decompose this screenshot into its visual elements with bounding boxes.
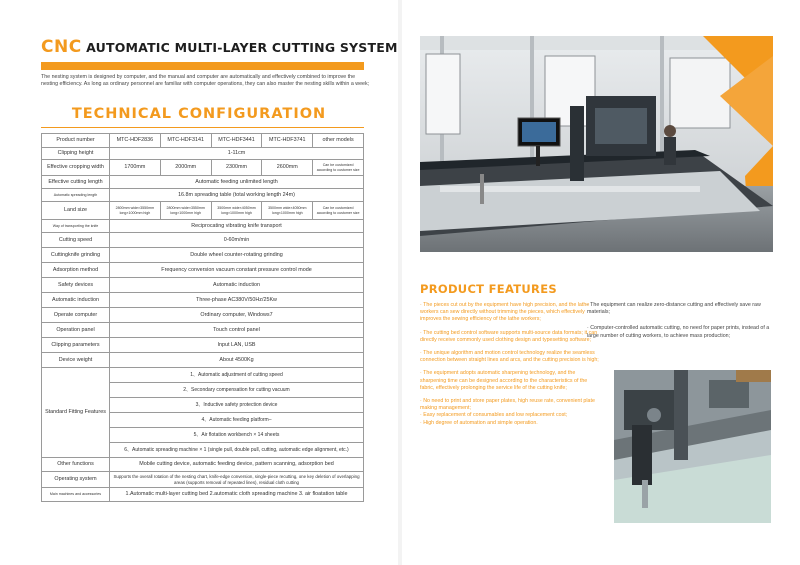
fitting-item: 6、Automatic spreading machine × 1 (single pull, double pull, cutting, automatic edge alignment, etc.)	[110, 443, 364, 458]
features-right-column	[587, 302, 772, 349]
table-cell: 2800mm wide×3550mm long×1000mm high	[160, 202, 211, 220]
section-divider	[41, 127, 364, 128]
title-prefix: CNC	[41, 37, 82, 57]
feature-item: · The pieces cut out by the equipment have high precision, and the lathe workers can sew directly without trimming the pieces, which effectively improves the sewing efficiency of the lathe workers;	[420, 302, 590, 323]
table-row	[42, 488, 364, 502]
table-cell: 1700mm	[110, 160, 161, 176]
table-cell: Ordinary computer, Windows7	[110, 308, 364, 323]
table-row	[42, 278, 364, 293]
section-title-product-features: PRODUCT FEATURES	[420, 282, 557, 296]
feature-item: · No need to print and store paper plates, high reuse rate, convenient plate making management; · Easy replacement of consumables and low replacement cost; · High degree of automation and simple operation.	[420, 398, 595, 426]
table-cell: 2800mm wide×3550mm long×1000mm high	[110, 202, 161, 220]
table-row	[42, 220, 364, 233]
table-cell: 2300mm	[211, 160, 262, 176]
right-page	[402, 0, 800, 565]
table-cell: 3500mm wide×4050mm long×1000mm high	[211, 202, 262, 220]
table-cell: Automatic feeding unlimited length	[110, 176, 364, 189]
row-label: Safety devices	[42, 278, 110, 293]
fitting-item: 5、Air flotation workbench × 14 sheets	[110, 428, 364, 443]
table-cell: 1-11cm	[110, 148, 364, 160]
table-row	[42, 338, 364, 353]
row-label: Standard Fitting Features	[42, 368, 110, 458]
table-cell: Mobile cutting device, automatic feeding device, pattern scanning, adsorption bed	[110, 458, 364, 472]
row-label: Effective cutting length	[42, 176, 110, 189]
intro-paragraph: The nesting system is designed by computer, and the manual and computer are automatically and effectively combined to improve the nesting efficiency. As long as ordinary personnel are familiar with computer operations, they can also master the nesting skills within a week;	[41, 74, 370, 88]
row-label: Cuttingknife grinding	[42, 248, 110, 263]
row-label: Adsorption method	[42, 263, 110, 278]
table-row	[42, 202, 364, 220]
features-left-column	[420, 302, 602, 433]
table-cell: Automatic induction	[110, 278, 364, 293]
feature-item: · The equipment adopts automatic sharpening technology, and the sharpening time can be designed according to the characteristics of the fabric, effectively prolonging the service life of the cutting knife;	[420, 370, 588, 391]
title-rest: AUTOMATIC MULTI-LAYER CUTTING SYSTEM	[86, 40, 398, 55]
table-row	[42, 263, 364, 278]
row-label: Cutting speed	[42, 233, 110, 248]
row-label: Automatic induction	[42, 293, 110, 308]
row-label: Clipping height	[42, 148, 110, 160]
table-cell: 2600mm	[262, 160, 313, 176]
feature-item: · The cutting bed control software supports multi-source data formats; it can directly receive commonly used clothing design and typesetting software;	[420, 329, 598, 343]
table-row	[42, 353, 364, 368]
row-label: Effective cropping width	[42, 160, 110, 176]
feature-item: · The unique algorithm and motion control technology realize the seamless connection between straight lines and arcs, and the cutting precision is high;	[420, 350, 599, 364]
row-label: Operate computer	[42, 308, 110, 323]
page-title	[41, 37, 398, 57]
row-label: Main machines and accessories	[42, 488, 110, 502]
table-row	[42, 308, 364, 323]
table-cell: Supports the overall rotation of the nesting chart, knife-edge conversion, single-piece recutting, one key deletion of overlapping areas (supports removal of repeated lines), residual cloth cutting	[110, 472, 364, 488]
row-label: Clipping parameters	[42, 338, 110, 353]
table-cell: About 4500Kg	[110, 353, 364, 368]
table-row	[42, 368, 364, 383]
row-label: Device weight	[42, 353, 110, 368]
cutting-head-photo	[614, 370, 771, 523]
factory-photo-illustration	[420, 36, 773, 252]
table-cell: Double wheel counter-rotating grinding	[110, 248, 364, 263]
table-cell: Touch control panel	[110, 323, 364, 338]
feature-item: · The equipment can realize zero-distance cutting and effectively save raw materials;	[587, 302, 761, 316]
table-row	[42, 189, 364, 202]
table-cell: Reciprocating vibrating knife transport	[110, 220, 364, 233]
table-cell: Can be customized according to customer size	[313, 160, 364, 176]
table-cell: MTC-HDF2836	[110, 134, 161, 148]
fitting-item: 4、Automatic feeding platform–	[110, 413, 364, 428]
row-label: Land size	[42, 202, 110, 220]
table-row	[42, 134, 364, 148]
table-cell: 16.8m spreading table (total working length 24m)	[110, 189, 364, 202]
left-page	[0, 0, 398, 565]
table-cell: Can be customized according to customer size	[313, 202, 364, 220]
table-row	[42, 160, 364, 176]
table-row	[42, 293, 364, 308]
fitting-item: 3、Inductive safety protection device	[110, 398, 364, 413]
table-cell: 2000mm	[160, 160, 211, 176]
section-title-technical-configuration: TECHNICAL CONFIGURATION	[71, 106, 327, 122]
cutting-head-illustration	[614, 370, 771, 523]
table-cell: 0-60m/min	[110, 233, 364, 248]
row-label: Automatic spreading length	[42, 189, 110, 202]
table-row	[42, 458, 364, 472]
table-cell: 3500mm wide×4050mm long×1000mm high	[262, 202, 313, 220]
row-label: Operating system	[42, 472, 110, 488]
row-label: Way of transporting the knife	[42, 220, 110, 233]
table-cell: MTC-HDF3441	[211, 134, 262, 148]
table-row	[42, 176, 364, 189]
table-row	[42, 248, 364, 263]
title-underline-bar	[41, 62, 364, 70]
table-row	[42, 148, 364, 160]
row-label: Other functions	[42, 458, 110, 472]
row-label: Product number	[42, 134, 110, 148]
table-cell: 1.Automatic multi-layer cutting bed 2.automatic cloth spreading machine 3. air floatation table	[110, 488, 364, 502]
table-cell: MTC-HDF3741	[262, 134, 313, 148]
feature-item: · Computer-controlled automatic cutting, no need for paper prints, instead of a large number of cutting workers, to achieve mass production;	[587, 325, 770, 339]
table-row	[42, 323, 364, 338]
table-cell: other models	[313, 134, 364, 148]
table-cell: Three-phase AC380V/50Hz/25Kw	[110, 293, 364, 308]
cutting-machine-photo	[420, 36, 773, 252]
spec-table	[41, 133, 364, 502]
fitting-item: 1、Automatic adjustment of cutting speed	[110, 368, 364, 383]
table-row	[42, 233, 364, 248]
fitting-item: 2、Secondary compensation for cutting vacuum	[110, 383, 364, 398]
table-row	[42, 472, 364, 488]
table-cell: Frequency conversion vacuum constant pressure control mode	[110, 263, 364, 278]
table-cell: MTC-HDF3141	[160, 134, 211, 148]
table-cell: Input LAN, USB	[110, 338, 364, 353]
row-label: Operation panel	[42, 323, 110, 338]
